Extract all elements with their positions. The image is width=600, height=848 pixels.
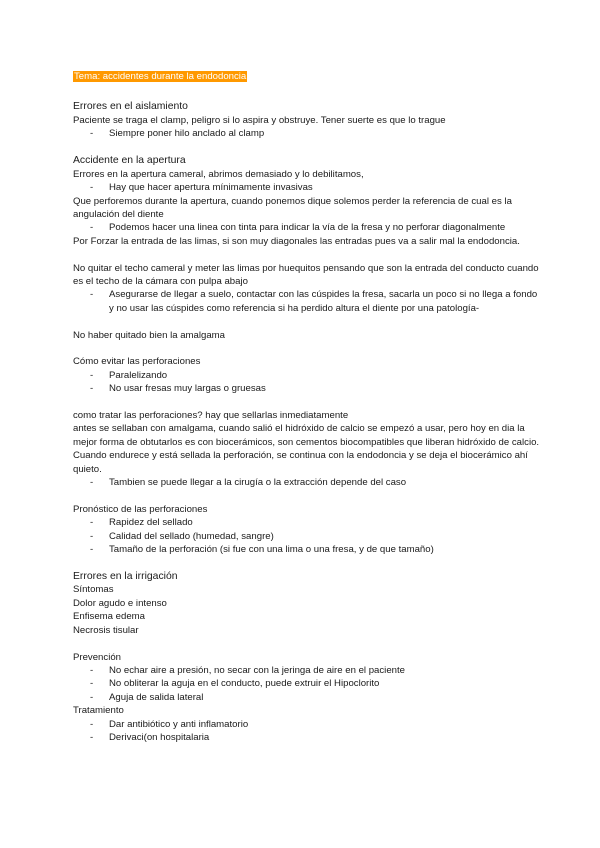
line: Necrosis tisular bbox=[73, 624, 139, 636]
bullet-item: - Dar antibiótico y anti inflamatorio bbox=[73, 718, 540, 731]
bullet-item: - Podemos hacer una linea con tinta para indicar la vía de la fresa y no perforar diagonalmente bbox=[73, 221, 540, 234]
spacer bbox=[73, 489, 540, 502]
bullet-list bbox=[73, 127, 540, 140]
bullet-item: - Rapidez del sellado bbox=[73, 516, 540, 529]
paragraph: No haber quitado bien la amalgama bbox=[73, 329, 226, 341]
bullet-item: - Calidad del sellado (humedad, sangre) bbox=[73, 530, 540, 543]
heading-apertura: Accidente en la apertura bbox=[73, 155, 186, 167]
bullet-list bbox=[73, 181, 540, 194]
paragraph: No quitar el techo cameral y meter las limas por huequitos pensando que son la entrada del conducto cuando es el techo de la cámara con pulpa abajo bbox=[73, 262, 539, 288]
spacer bbox=[73, 248, 540, 261]
paragraph: antes se sellaban con amalgama, cuando salió el hidróxido de calcio se empezó a usar, pero hoy en dia la mejor forma de obtutarlos es con biocerámicos, son cementos biocompatibles que liberan hidróxido de calcio. Cuando endurece y está sellada la perforación, se continua con la endodoncia y se deja el biocerámico ahí quieto. bbox=[73, 423, 540, 475]
paragraph: como tratar las perforaciones? hay que sellarlas inmediatamente bbox=[73, 410, 349, 422]
line: Enfisema edema bbox=[73, 611, 145, 623]
line: Síntomas bbox=[73, 584, 114, 596]
bullet-item: - Tamaño de la perforación (si fue con una lima o una fresa, y de que tamaño) bbox=[73, 543, 540, 556]
paragraph: Por Forzar la entrada de las limas, si son muy diagonales las entradas pues va a salir mal la endodoncia. bbox=[73, 235, 520, 247]
bullet-item: - Tambien se puede llegar a la cirugía o la extracción depende del caso bbox=[73, 476, 540, 489]
bullet-item: - Siempre poner hilo anclado al clamp bbox=[73, 127, 540, 140]
heading-prevencion: Prevención bbox=[73, 651, 121, 663]
title-line bbox=[73, 70, 540, 83]
bullet-item: - Aguja de salida lateral bbox=[73, 691, 540, 704]
bullet-item: - Asegurarse de llegar a suelo, contactar con las cúspides la fresa, sacarla un poco si no llega a fondo y no usar las cúspides como referencia si ha perdido altura el diente por una patología- bbox=[73, 288, 540, 315]
spacer bbox=[73, 315, 540, 328]
paragraph: Que perforemos durante la apertura, cuando ponemos dique solemos perder la referencia de cual es la angulación del diente bbox=[73, 195, 512, 221]
bullet-list bbox=[73, 476, 540, 489]
heading-tratamiento: Tratamiento bbox=[73, 705, 124, 717]
spacer bbox=[73, 557, 540, 570]
spacer bbox=[73, 342, 540, 355]
bullet-list bbox=[73, 516, 540, 556]
paragraph: Errores en la apertura cameral, abrimos demasiado y lo debilitamos, bbox=[73, 168, 364, 180]
bullet-item: - No obliterar la aguja en el conducto, puede extruir el Hipoclorito bbox=[73, 677, 540, 690]
bullet-list bbox=[73, 718, 540, 745]
heading-pronostico: Pronóstico de las perforaciones bbox=[73, 503, 208, 515]
bullet-list bbox=[73, 221, 540, 234]
bullet-item: - Hay que hacer apertura mínimamente invasivas bbox=[73, 181, 540, 194]
spacer bbox=[73, 396, 540, 409]
heading-aislamiento: Errores en el aislamiento bbox=[73, 101, 188, 113]
line: Dolor agudo e intenso bbox=[73, 597, 167, 609]
paragraph: Paciente se traga el clamp, peligro si lo aspira y obstruye. Tener suerte es que lo trague bbox=[73, 115, 446, 126]
bullet-item: - Derivaci(on hospitalaria bbox=[73, 731, 540, 744]
spacer bbox=[73, 637, 540, 650]
bullet-list bbox=[73, 369, 540, 396]
bullet-list bbox=[73, 288, 540, 315]
heading-evitar-perforaciones: Cómo evitar las perforaciones bbox=[73, 356, 201, 368]
bullet-item: - No echar aire a presión, no secar con la jeringa de aire en el paciente bbox=[73, 664, 540, 677]
bullet-item: - Paralelizando bbox=[73, 369, 540, 382]
spacer bbox=[73, 141, 540, 154]
bullet-item: - No usar fresas muy largas o gruesas bbox=[73, 382, 540, 395]
bullet-list bbox=[73, 664, 540, 704]
heading-irrigacion: Errores en la irrigación bbox=[73, 570, 178, 582]
document-title: Tema: accidentes durante la endodoncia bbox=[74, 71, 247, 82]
